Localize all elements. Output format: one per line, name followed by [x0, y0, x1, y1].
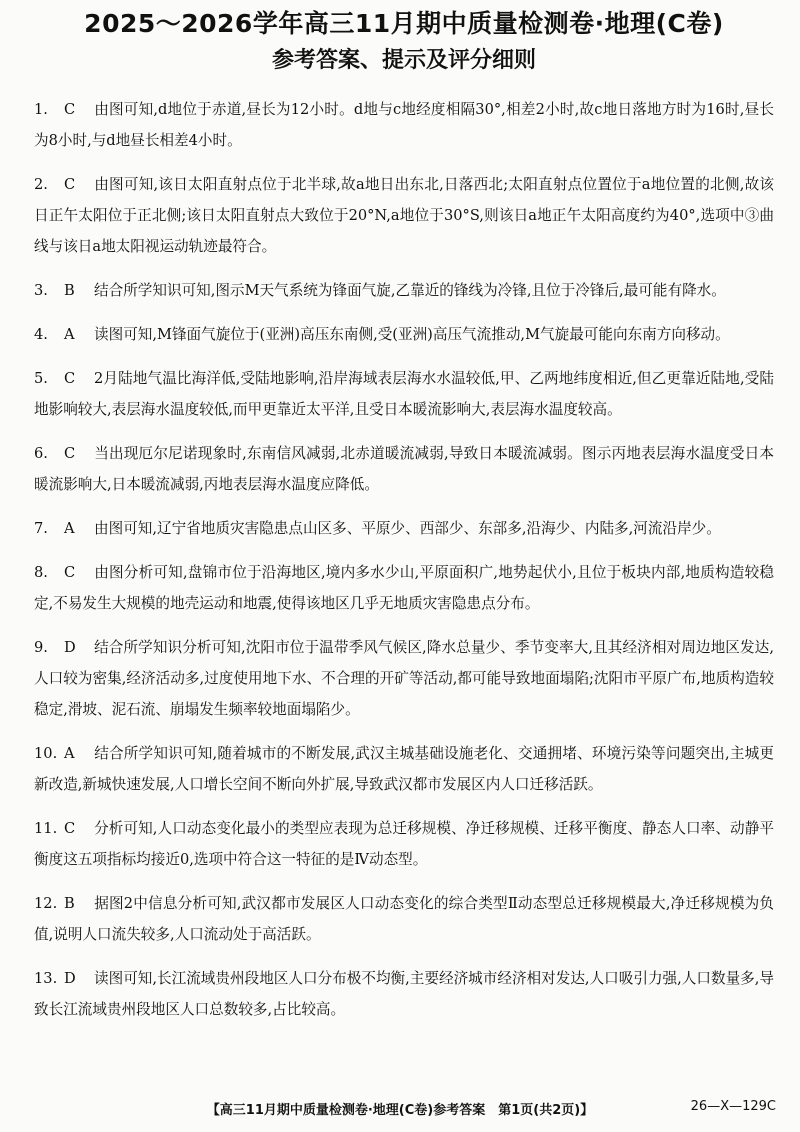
answer-letter: D [64, 970, 76, 987]
answer-letter: C [64, 820, 76, 837]
answer-item [34, 813, 774, 875]
answer-letter: C [64, 176, 76, 193]
answer-letter: C [64, 101, 76, 118]
question-number: 2. [34, 176, 48, 193]
explanation-text: 由图分析可知,盘锦市位于沿海地区,境内多水少山,平原面积广,地势起伏小,且位于板块内部,地质构造较稳定,不易发生大规模的地壳运动和地震,使得该地区几乎无地质灾害隐患点分布。 [34, 564, 774, 612]
question-number: 6. [34, 445, 48, 462]
explanation-text: 当出现厄尔尼诺现象时,东南信风减弱,北赤道暖流减弱,导致日本暖流减弱。图示丙地表层海水温度受日本暖流影响大,日本暖流减弱,丙地表层海水温度应降低。 [34, 445, 774, 493]
footer-code: 26—X—129C [690, 1099, 776, 1114]
question-number: 12. [34, 895, 58, 912]
question-number: 10. [34, 745, 58, 762]
answer-letter: A [64, 520, 75, 537]
explanation-text: 结合所学知识可知,图示M天气系统为锋面气旋,乙靠近的锋线为冷锋,且位于冷锋后,最可能有降水。 [94, 282, 726, 299]
answer-letter: D [64, 639, 76, 656]
answer-item [34, 513, 774, 544]
answer-item [34, 888, 774, 950]
answer-letter: C [64, 564, 76, 581]
explanation-text: 由图可知,该日太阳直射点位于北半球,故a地日出东北,日落西北;太阳直射点位置位于a地位置的北侧,故该日正午太阳位于正北侧;该日太阳直射点大致位于20°N,a地位于30°S,则该日a地正午太阳高度约为40°,选项中③曲线与该日a地太阳视运动轨迹最符合。 [34, 176, 774, 255]
answer-letter: B [64, 282, 75, 299]
question-number: 9. [34, 639, 48, 656]
answer-item [34, 438, 774, 500]
explanation-text: 由图可知,辽宁省地质灾害隐患点山区多、平原少、西部少、东部多,沿海少、内陆多,河流沿岸少。 [94, 520, 721, 537]
answer-item [34, 963, 774, 1025]
answer-item [34, 275, 774, 306]
answer-item [34, 363, 774, 425]
page-footer [0, 1099, 800, 1118]
answer-letter: C [64, 370, 76, 387]
question-number: 11. [34, 820, 58, 837]
answer-letter: A [64, 745, 75, 762]
question-number: 8. [34, 564, 48, 581]
answer-letter: C [64, 445, 76, 462]
explanation-text: 2月陆地气温比海洋低,受陆地影响,沿岸海域表层海水水温较低,甲、乙两地纬度相近,但乙更靠近陆地,受陆地影响较大,表层海水温度较低,而甲更靠近太平洋,且受日本暖流影响大,表层海水温度较高。 [34, 370, 774, 418]
answer-letter: B [64, 895, 75, 912]
explanation-text: 读图可知,长江流域贵州段地区人口分布极不均衡,主要经济城市经济相对发达,人口吸引力强,人口数量多,导致长江流域贵州段地区人口总数较多,占比较高。 [34, 970, 774, 1018]
explanation-text: 据图2中信息分析可知,武汉都市发展区人口动态变化的综合类型Ⅱ动态型总迁移规模最大,净迁移规模为负值,说明人口流失较多,人口流动处于高活跃。 [34, 895, 774, 943]
answer-item [34, 94, 774, 156]
answer-list [34, 94, 774, 1025]
explanation-text: 由图可知,d地位于赤道,昼长为12小时。d地与c地经度相隔30°,相差2小时,故c地日落地方时为16时,昼长为8小时,与d地昼长相差4小时。 [34, 101, 774, 149]
answer-item [34, 169, 774, 262]
explanation-text: 分析可知,人口动态变化最小的类型应表现为总迁移规模、净迁移规模、迁移平衡度、静态人口率、动静平衡度这五项指标均接近0,选项中符合这一特征的是Ⅳ动态型。 [34, 820, 774, 868]
page-subtitle: 参考答案、提示及评分细则 [271, 48, 536, 73]
footer-center-text: 【高三11月期中质量检测卷·地理(C卷)参考答案 第1页(共2页)】 [206, 1103, 594, 1118]
answer-item [34, 738, 774, 800]
question-number: 3. [34, 282, 48, 299]
question-number: 7. [34, 520, 48, 537]
question-number: 1. [34, 101, 48, 118]
question-number: 5. [34, 370, 48, 387]
explanation-text: 结合所学知识可知,随着城市的不断发展,武汉主城基础设施老化、交通拥堵、环境污染等问题突出,主城更新改造,新城快速发展,人口增长空间不断向外扩展,导致武汉都市发展区内人口迁移活跃。 [34, 745, 774, 793]
explanation-text: 结合所学知识分析可知,沈阳市位于温带季风气候区,降水总量少、季节变率大,且其经济相对周边地区发达,人口较为密集,经济活动多,过度使用地下水、不合理的开矿等活动,都可能导致地面塌陷;沈阳市平原广布,地质构造较稳定,滑坡、泥石流、崩塌发生频率较地面塌陷少。 [34, 639, 774, 718]
answer-letter: A [64, 326, 75, 343]
answer-item [34, 319, 774, 350]
answer-item [34, 632, 774, 725]
question-number: 13. [34, 970, 58, 987]
page-title: 2025～2026学年高三11月期中质量检测卷·地理(C卷) [84, 9, 724, 38]
answer-item [34, 557, 774, 619]
explanation-text: 读图可知,M锋面气旋位于(亚洲)高压东南侧,受(亚洲)高压气流推动,M气旋最可能向东南方向移动。 [94, 326, 730, 343]
question-number: 4. [34, 326, 48, 343]
